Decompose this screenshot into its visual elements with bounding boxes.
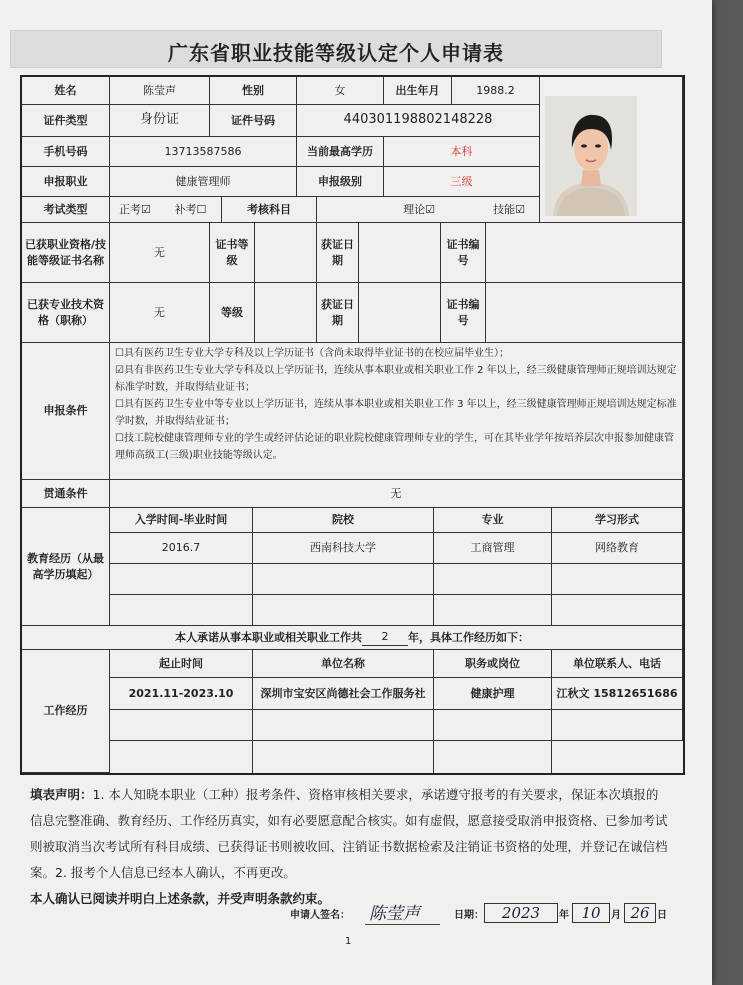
name-label: 姓名 [22, 77, 110, 105]
form-title: 广东省职业技能等级认定个人申请表 [168, 41, 504, 65]
conditions-list [110, 343, 683, 480]
year-unit: 年 [559, 910, 569, 921]
edu-header-time: 入学时间-毕业时间 [110, 508, 253, 533]
edu-row-school: 西南科技大学 [253, 533, 434, 564]
edu-empty-cell [552, 564, 683, 595]
title-bar [10, 30, 662, 68]
cert1-label: 已获职业资格/技能等级证书名称 [22, 223, 110, 283]
applicant-signature: 陈莹声 [365, 899, 440, 925]
cert2-grade-value [255, 283, 317, 343]
cert2-date-label: 获证日期 [317, 283, 359, 343]
signature-label: 申请人签名： [290, 910, 350, 921]
phone-value: 13713587586 [110, 137, 297, 167]
condition-item-4: ☐技工院校健康管理师专业的学生或经评估论证的职业院校健康管理师专业的学生，可在其毕业学年按培养层次申报参加健康管理师高级工(三级)职业技能等级认定。 [115, 433, 674, 461]
applicant-photo [545, 96, 637, 216]
skill-option: 技能☑ [437, 197, 540, 223]
exam-type-label: 考试类型 [22, 197, 110, 223]
idtype-label: 证件类型 [22, 105, 110, 137]
work-empty-cell [253, 741, 434, 773]
page-number: 1 [345, 936, 352, 947]
work-label: 工作经历 [22, 650, 110, 773]
cert1-date-label: 获证日期 [317, 223, 359, 283]
edu-empty-cell [552, 595, 683, 626]
portrait-icon [545, 96, 637, 216]
theory-option: 理论☑ [317, 197, 437, 223]
guantong-value: 无 [110, 480, 683, 508]
date-year: 2023 [484, 903, 558, 923]
work-empty-cell [253, 710, 434, 741]
edu-empty-cell [253, 595, 434, 626]
edu-header-school: 院校 [253, 508, 434, 533]
exam-makeup-option: 补考☐ [160, 197, 222, 223]
promise-prefix: 本人承诺从事本职业或相关职业工作共 [175, 630, 362, 644]
cert1-date-value [359, 223, 441, 283]
date-label: 日期： [454, 910, 484, 921]
work-empty-cell [110, 741, 253, 773]
exam-regular-option: 正考☑ [110, 197, 160, 223]
work-row-position: 健康护理 [434, 678, 552, 710]
edu-empty-cell [253, 564, 434, 595]
cert1-no-label: 证书编号 [441, 223, 486, 283]
edu-row-form: 网络教育 [552, 533, 683, 564]
edu-label: 当前最高学历 [297, 137, 384, 167]
edu-row-time: 2016.7 [110, 533, 253, 564]
exam-subject-label: 考核科目 [222, 197, 317, 223]
work-row-contact: 江秋文 15812651686 [552, 678, 683, 710]
date-day: 26 [624, 903, 656, 923]
edu-empty-cell [434, 595, 552, 626]
promise-row [22, 626, 683, 650]
declaration [30, 782, 670, 912]
level-label: 申报级别 [297, 167, 384, 197]
guantong-label: 贯通条件 [22, 480, 110, 508]
phone-label: 手机号码 [22, 137, 110, 167]
cert2-value: 无 [110, 283, 210, 343]
work-empty-cell [110, 710, 253, 741]
work-row-company: 深圳市宝安区尚德社会工作服务社 [253, 678, 434, 710]
edu-header-form: 学习形式 [552, 508, 683, 533]
conditions-label: 申报条件 [22, 343, 110, 480]
cert1-grade-label: 证书等级 [210, 223, 255, 283]
cert1-grade-value [255, 223, 317, 283]
edu-row-major: 工商管理 [434, 533, 552, 564]
edu-header-major: 专业 [434, 508, 552, 533]
birth-value: 1988.2 [452, 77, 540, 105]
day-unit: 日 [657, 910, 667, 921]
birth-label: 出生年月 [384, 77, 452, 105]
idno-label: 证件号码 [210, 105, 297, 137]
gender-value: 女 [297, 77, 384, 105]
promise-suffix: 年，具体工作经历如下： [408, 630, 529, 644]
cert2-label: 已获专业技术资格（职称） [22, 283, 110, 343]
cert2-date-value [359, 283, 441, 343]
declaration-confirm: 本人确认已阅读并明白上述条款，并受声明条款约束。 [30, 891, 331, 906]
work-empty-cell [434, 710, 552, 741]
name-value: 陈莹声 [110, 77, 210, 105]
month-unit: 月 [611, 910, 621, 921]
cert1-value: 无 [110, 223, 210, 283]
job-value: 健康管理师 [110, 167, 297, 197]
condition-item-2: ☑具有非医药卫生专业大学专科及以上学历证书，连续从事本职业或相关职业工作 2 年以上，经三级健康管理师正规培训达规定标准学时数，并取得结业证书； [115, 365, 677, 393]
idno-value: 440301198802148228 [297, 105, 540, 137]
cert2-no-value [486, 283, 683, 343]
education-label: 教育经历（从最高学历填起） [22, 508, 110, 626]
condition-item-1: ☐具有医药卫生专业大学专科及以上学历证书（含尚未取得毕业证书的在校应届毕业生）； [115, 348, 509, 359]
declaration-head: 填表声明： [30, 787, 93, 802]
work-header-position: 职务或岗位 [434, 650, 552, 678]
work-empty-cell [434, 741, 552, 773]
work-empty-cell [552, 710, 683, 741]
work-header-company: 单位名称 [253, 650, 434, 678]
cert2-grade-label: 等级 [210, 283, 255, 343]
declaration-body: 1. 本人知晓本职业（工种）报考条件、资格审核相关要求，承诺遵守报考的有关要求，保证本次填报的信息完整准确、教育经历、工作经历真实，如有必要愿意配合核实。如有虚假，愿意接受取消申报资格、已参加考试则被取消当次考试所有科目成绩、已获得证书则被收回、注销证书数据检索及注销证书资格的处理，并登记在诚信档案。2. 报考个人信息已经本人确认，不再更改。 [30, 787, 668, 880]
date-month: 10 [572, 903, 610, 923]
edu-empty-cell [110, 595, 253, 626]
work-header-time: 起止时间 [110, 650, 253, 678]
idtype-value: 身份证 [110, 105, 210, 137]
edu-empty-cell [434, 564, 552, 595]
edu-value: 本科 [384, 137, 540, 167]
level-value: 三级 [384, 167, 540, 197]
promise-years: 2 [362, 629, 408, 646]
cert1-no-value [486, 223, 683, 283]
cert2-no-label: 证书编号 [441, 283, 486, 343]
work-row-time: 2021.11-2023.10 [110, 678, 253, 710]
work-empty-cell [552, 741, 683, 773]
gender-label: 性别 [210, 77, 297, 105]
job-label: 申报职业 [22, 167, 110, 197]
condition-item-3: ☐具有医药卫生专业中等专业以上学历证书，连续从事本职业或相关职业工作 3 年以上，经三级健康管理师正规培训达规定标准学时数，并取得结业证书； [115, 399, 677, 427]
work-header-contact: 单位联系人、电话 [552, 650, 683, 678]
edu-empty-cell [110, 564, 253, 595]
